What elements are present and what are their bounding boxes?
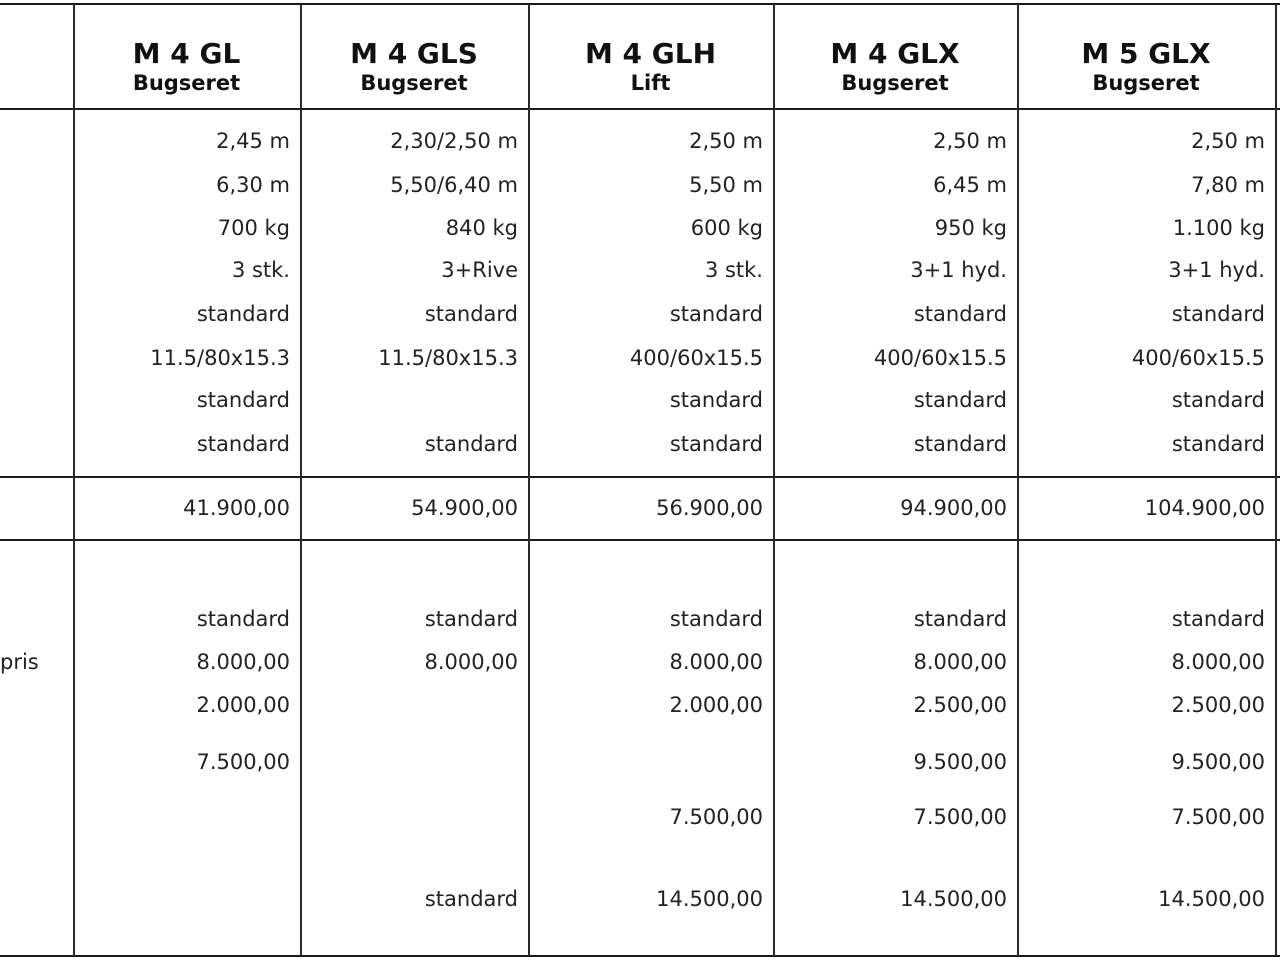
option-price: 2.000,00: [196, 693, 290, 717]
spec-value: standard: [669, 388, 763, 412]
price-value: 41.900,00: [183, 496, 290, 520]
spec-value: 400/60x15.5: [629, 346, 763, 370]
option-price: 8.000,00: [424, 650, 518, 674]
spec-value: 2,50 m: [1191, 129, 1265, 153]
spec-value: 3 stk.: [231, 258, 290, 282]
model-type: Bugseret: [841, 71, 949, 95]
spec-value: 5,50 m: [689, 173, 763, 197]
spec-value: 600 kg: [690, 216, 763, 240]
option-price: 7.500,00: [913, 805, 1007, 829]
option-price: 14.500,00: [1158, 887, 1265, 911]
model-column: [773, 0, 1017, 960]
spec-value: standard: [913, 432, 1007, 456]
spec-value: 3+1 hyd.: [1168, 258, 1265, 282]
model-name: M 4 GL: [132, 37, 241, 70]
option-price: 9.500,00: [1171, 750, 1265, 774]
spec-value: 840 kg: [445, 216, 518, 240]
column-header: [773, 38, 1017, 96]
option-price: 2.500,00: [1171, 693, 1265, 717]
option-price: 8.000,00: [196, 650, 290, 674]
option-price: standard: [424, 607, 518, 631]
option-price: standard: [196, 607, 290, 631]
price-value: 54.900,00: [411, 496, 518, 520]
option-price: 2.500,00: [913, 693, 1007, 717]
model-column: [1017, 0, 1275, 960]
column-header: [300, 38, 528, 96]
spec-value: standard: [669, 302, 763, 326]
column-divider: [1275, 4, 1277, 956]
spec-value: 1.100 kg: [1172, 216, 1265, 240]
model-name: M 4 GLX: [830, 37, 960, 70]
option-price: 8.000,00: [669, 650, 763, 674]
model-type: Lift: [630, 71, 671, 95]
option-price: standard: [913, 607, 1007, 631]
spec-value: 2,30/2,50 m: [390, 129, 518, 153]
model-name: M 4 GLH: [584, 37, 717, 70]
spec-value: standard: [1171, 388, 1265, 412]
option-price: standard: [424, 887, 518, 911]
spec-value: 400/60x15.5: [873, 346, 1007, 370]
spec-value: 11.5/80x15.3: [378, 346, 518, 370]
model-column: [73, 0, 300, 960]
spec-value: 6,30 m: [216, 173, 290, 197]
spec-value: 3 stk.: [704, 258, 763, 282]
spec-value: 950 kg: [934, 216, 1007, 240]
option-price: 7.500,00: [1171, 805, 1265, 829]
option-price: standard: [669, 607, 763, 631]
model-type: Bugseret: [360, 71, 468, 95]
model-type: Bugseret: [1092, 71, 1200, 95]
spec-value: 3+1 hyd.: [910, 258, 1007, 282]
price-value: 94.900,00: [900, 496, 1007, 520]
spec-value: standard: [913, 302, 1007, 326]
option-price: 7.500,00: [196, 750, 290, 774]
spec-value: 2,45 m: [216, 129, 290, 153]
price-value: 56.900,00: [656, 496, 763, 520]
spec-value: standard: [669, 432, 763, 456]
spec-value: standard: [1171, 302, 1265, 326]
spec-value: standard: [424, 302, 518, 326]
spec-value: 11.5/80x15.3: [150, 346, 290, 370]
spec-value: 7,80 m: [1191, 173, 1265, 197]
spec-value: standard: [1171, 432, 1265, 456]
spec-value: 3+Rive: [441, 258, 518, 282]
model-name: M 5 GLX: [1081, 37, 1211, 70]
option-price: standard: [1171, 607, 1265, 631]
column-header: [528, 38, 773, 96]
model-type: Bugseret: [132, 71, 241, 95]
option-price: 2.000,00: [669, 693, 763, 717]
spec-value: 400/60x15.5: [1131, 346, 1265, 370]
model-column: [300, 0, 528, 960]
model-column: [528, 0, 773, 960]
option-price: 14.500,00: [656, 887, 763, 911]
column-header: [73, 38, 300, 96]
spec-value: 2,50 m: [933, 129, 1007, 153]
spec-value: standard: [196, 432, 290, 456]
option-price: 8.000,00: [913, 650, 1007, 674]
option-price: 8.000,00: [1171, 650, 1265, 674]
spec-value: 6,45 m: [933, 173, 1007, 197]
spec-value: 700 kg: [217, 216, 290, 240]
row-label: pris: [0, 650, 39, 674]
spec-value: standard: [196, 302, 290, 326]
option-price: 9.500,00: [913, 750, 1007, 774]
spec-value: standard: [196, 388, 290, 412]
option-price: 7.500,00: [669, 805, 763, 829]
spec-value: standard: [913, 388, 1007, 412]
price-value: 104.900,00: [1144, 496, 1265, 520]
model-name: M 4 GLS: [350, 37, 478, 70]
column-header: [1017, 38, 1275, 96]
spec-value: 5,50/6,40 m: [390, 173, 518, 197]
option-price: 14.500,00: [900, 887, 1007, 911]
spec-value: standard: [424, 432, 518, 456]
spec-value: 2,50 m: [689, 129, 763, 153]
